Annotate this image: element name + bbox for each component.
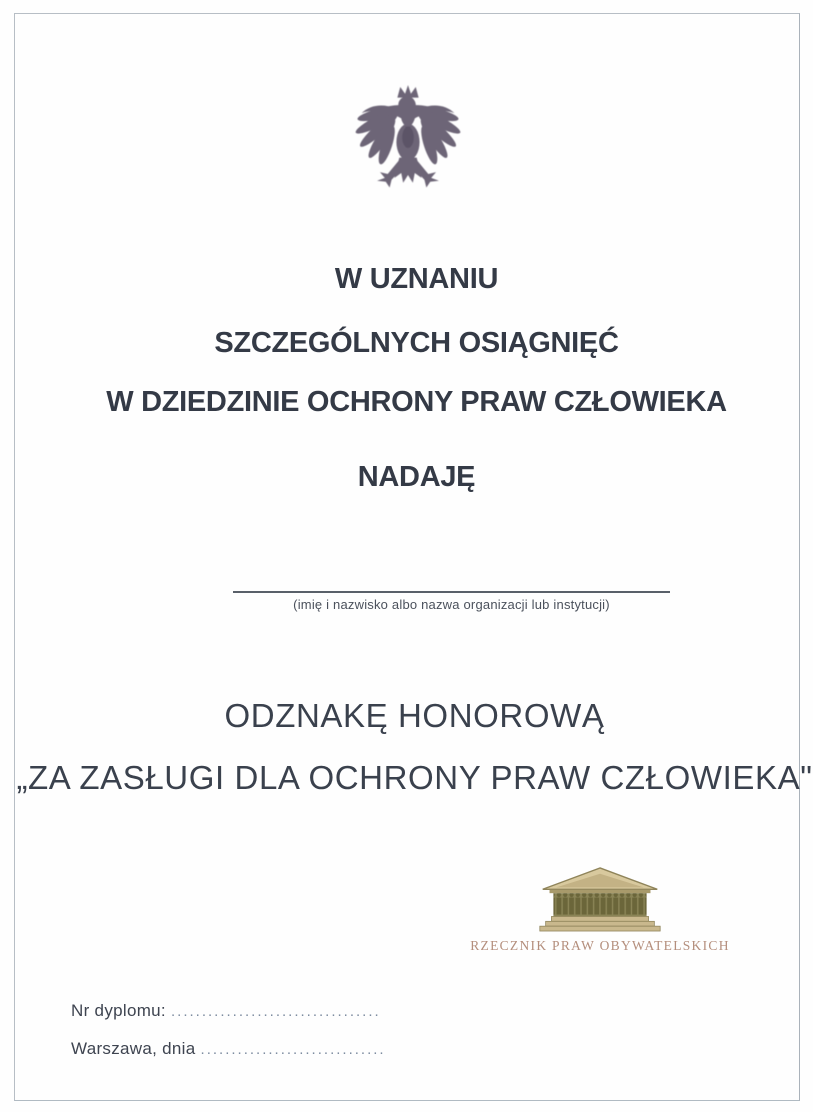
date-row	[71, 1039, 386, 1059]
polish-eagle-emblem	[350, 84, 466, 206]
date-label: Warszawa, dnia	[71, 1039, 196, 1058]
recipient-block	[233, 560, 670, 612]
issuer-name: RZECZNIK PRAW OBYWATELSKICH	[470, 938, 730, 953]
diploma-number-dotted-line[interactable]: ..................................	[170, 1003, 381, 1020]
award-title: ODZNAKĘ HONOROWĄ	[224, 697, 605, 734]
heading-line-1: W UZNANIU	[334, 263, 499, 295]
recipient-caption: (imię i nazwisko albo nazwa organizacji lub instytucji)	[293, 597, 610, 612]
diploma-number-label: Nr dyplomu:	[71, 1001, 166, 1020]
heading-line-4: NADAJĘ	[357, 461, 476, 493]
award-name: „ZA ZASŁUGI DLA OCHRONY PRAW CZŁOWIEKA"	[16, 759, 813, 796]
heading-line-3: W DZIEDZINIE OCHRONY PRAW CZŁOWIEKA	[106, 386, 727, 418]
heading-line-2: SZCZEGÓLNYCH OSIĄGNIĘĆ	[214, 327, 619, 359]
date-dotted-line[interactable]: ..............................	[200, 1041, 386, 1058]
recipient-name-line[interactable]	[233, 560, 670, 593]
issuer-block	[468, 866, 732, 954]
rpo-temple-icon	[536, 866, 664, 932]
diploma-number-row	[71, 1001, 381, 1021]
polish-eagle-icon	[350, 84, 466, 206]
